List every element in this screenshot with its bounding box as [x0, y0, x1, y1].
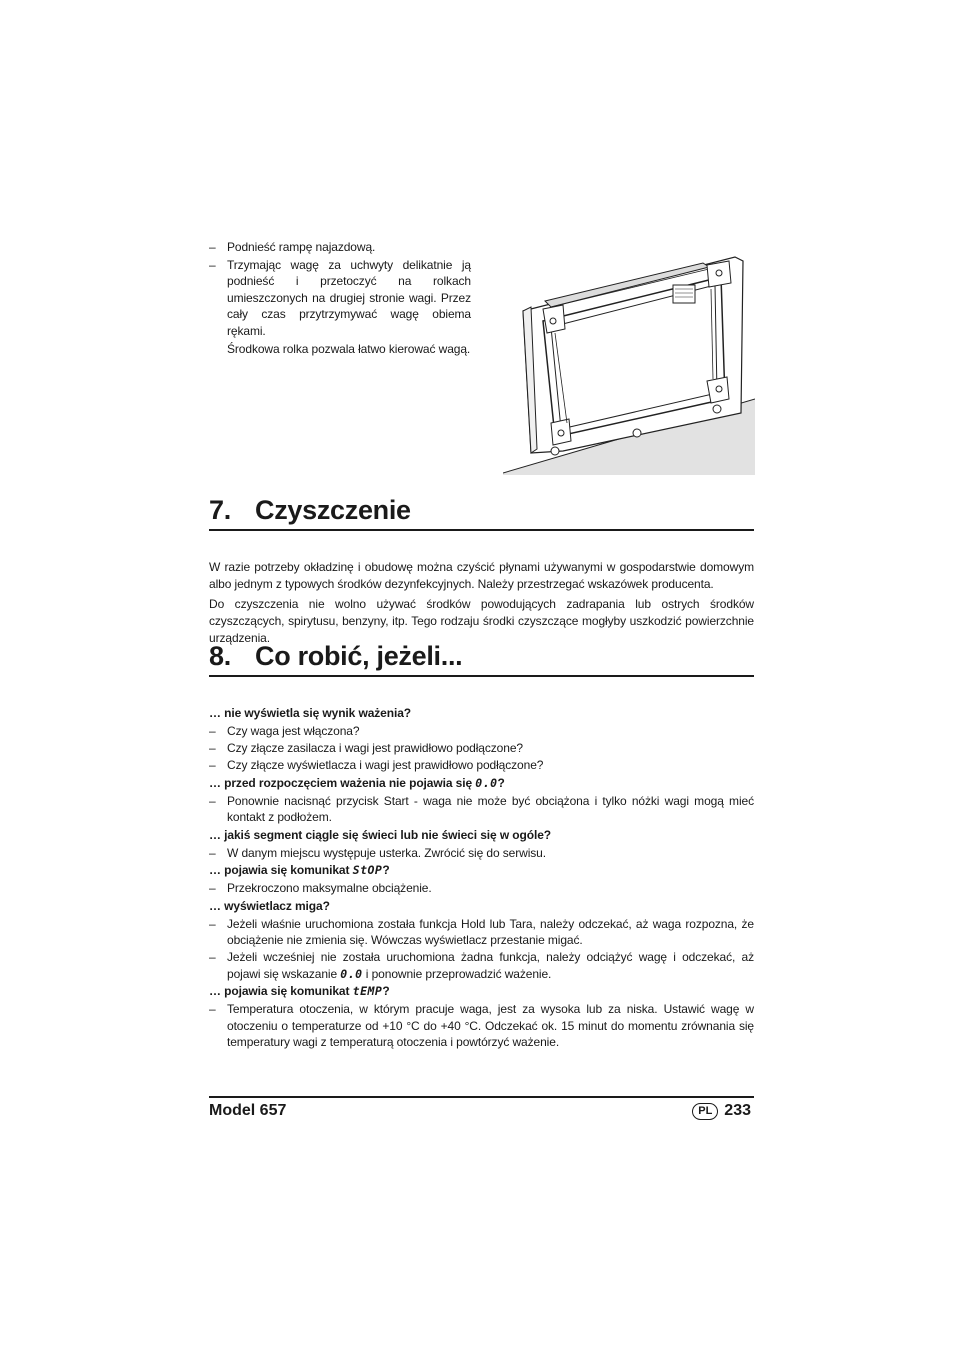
page-number: 233: [724, 1102, 751, 1119]
faq-question: … wyświetlacz miga?: [209, 898, 330, 913]
faq-answer: – Jeżeli właśnie uruchomiona została funkcja Hold lub Tara, należy odczekać, aż waga rozpozna, że obciążenie nie zmienia się. Wówczas wyświetlacz przestanie migać.: [209, 916, 754, 947]
footer-divider: [209, 1096, 754, 1098]
faq-question: … pojawia się komunikat StOP?: [209, 863, 390, 877]
paragraph: W razie potrzeby okładzinę i obudowę można czyścić płynami używanymi w gospodarstwie domowym albo jednym z typowych środków dezynfekcyjnych. Należy przestrzegać wskazówek producenta.: [209, 560, 754, 591]
faq-answer: – Jeżeli wcześniej nie została uruchomiona żadna funkcja, należy odciążyć wagę i odczekać, aż pojawi się wskazanie 0.0 i ponownie przeprowadzić ważenie.: [209, 950, 754, 981]
section-number: 8.: [209, 641, 231, 671]
section-8-heading: [209, 641, 754, 677]
paragraph: Do czyszczenia nie wolno używać środków powodujących zadrapania lub ostrych środków czyszczących, spirytusu, benzyny, itp. Tego rodzaju środki czyszczące mogłyby uszkodzić powierzchnie urządzenia.: [209, 597, 754, 645]
section-7-heading: [209, 495, 754, 531]
bullet-dash: –: [209, 724, 216, 738]
faq-question: … jakiś segment ciągle się świeci lub nie świeci się w ogóle?: [209, 827, 552, 842]
faq-question: … pojawia się komunikat tEMP?: [209, 984, 390, 998]
bullet-dash: –: [209, 240, 216, 254]
faq-question: … nie wyświetla się wynik ważenia?: [209, 706, 412, 720]
faq-answer: – Czy złącze zasilacza i wagi jest prawidłowo podłączone?: [209, 741, 523, 755]
faq-answer: – Przekroczono maksymalne obciążenie.: [209, 881, 432, 895]
faq-answer: – Temperatura otoczenia, w którym pracuje waga, jest za wysoka lub za niska. Ustawić wagę w otoczeniu o temperaturze od +10 °C do +40 °C. Odczekać ok. 15 minut do momentu zrównania się temperatury wagi z temperaturą otoczenia i powtórzyć ważenie.: [209, 1002, 754, 1049]
section-number: 7.: [209, 495, 231, 525]
footer-page-info: [692, 1102, 751, 1120]
bullet-dash: –: [209, 257, 216, 272]
list-continuation: Środkowa rolka pozwala łatwo kierować wagą.: [227, 342, 471, 356]
bullet-dash: –: [209, 916, 216, 931]
lcd-display-text: StOP: [352, 863, 383, 877]
bullet-dash: –: [209, 741, 216, 755]
faq-question: … przed rozpoczęciem ważenia nie pojawia się 0.0?: [209, 775, 505, 790]
list-item: – Trzymając wagę za uchwyty delikatnie ją podnieść i przetoczyć na rolkach umieszczonych na drugiej stronie wagi. Przez cały czas przytrzymywać wagę obiema rękami.: [209, 257, 471, 338]
list-item: – Podnieść rampę najazdową.: [209, 240, 376, 254]
lcd-display-text: 0.0: [475, 775, 498, 790]
troubleshooting-list: [209, 704, 754, 1051]
bullet-dash: –: [209, 881, 216, 895]
bullet-dash: –: [209, 793, 216, 808]
intro-steps: [209, 239, 471, 358]
bullet-dash: –: [209, 950, 216, 964]
section-title: Co robić, jeżeli...: [255, 641, 463, 671]
footer-model: Model 657: [209, 1102, 287, 1119]
lcd-display-text: 0.0: [340, 966, 363, 981]
lcd-display-text: tEMP: [352, 984, 383, 998]
scale-tilted-illustration: [503, 249, 755, 475]
language-badge: PL: [692, 1103, 718, 1120]
bullet-dash: –: [209, 845, 216, 860]
bullet-dash: –: [209, 1002, 216, 1016]
bullet-dash: –: [209, 758, 216, 772]
faq-answer: – Ponownie nacisnąć przycisk Start - waga nie może być obciążona i tylko nóżki wagi mogą mieć kontakt z podłożem.: [209, 793, 754, 824]
faq-answer: – W danym miejscu występuje usterka. Zwrócić się do serwisu.: [209, 845, 546, 860]
section-title: Czyszczenie: [255, 495, 411, 525]
faq-answer: – Czy waga jest włączona?: [209, 724, 360, 738]
faq-answer: – Czy złącze wyświetlacza i wagi jest prawidłowo podłączone?: [209, 758, 544, 772]
